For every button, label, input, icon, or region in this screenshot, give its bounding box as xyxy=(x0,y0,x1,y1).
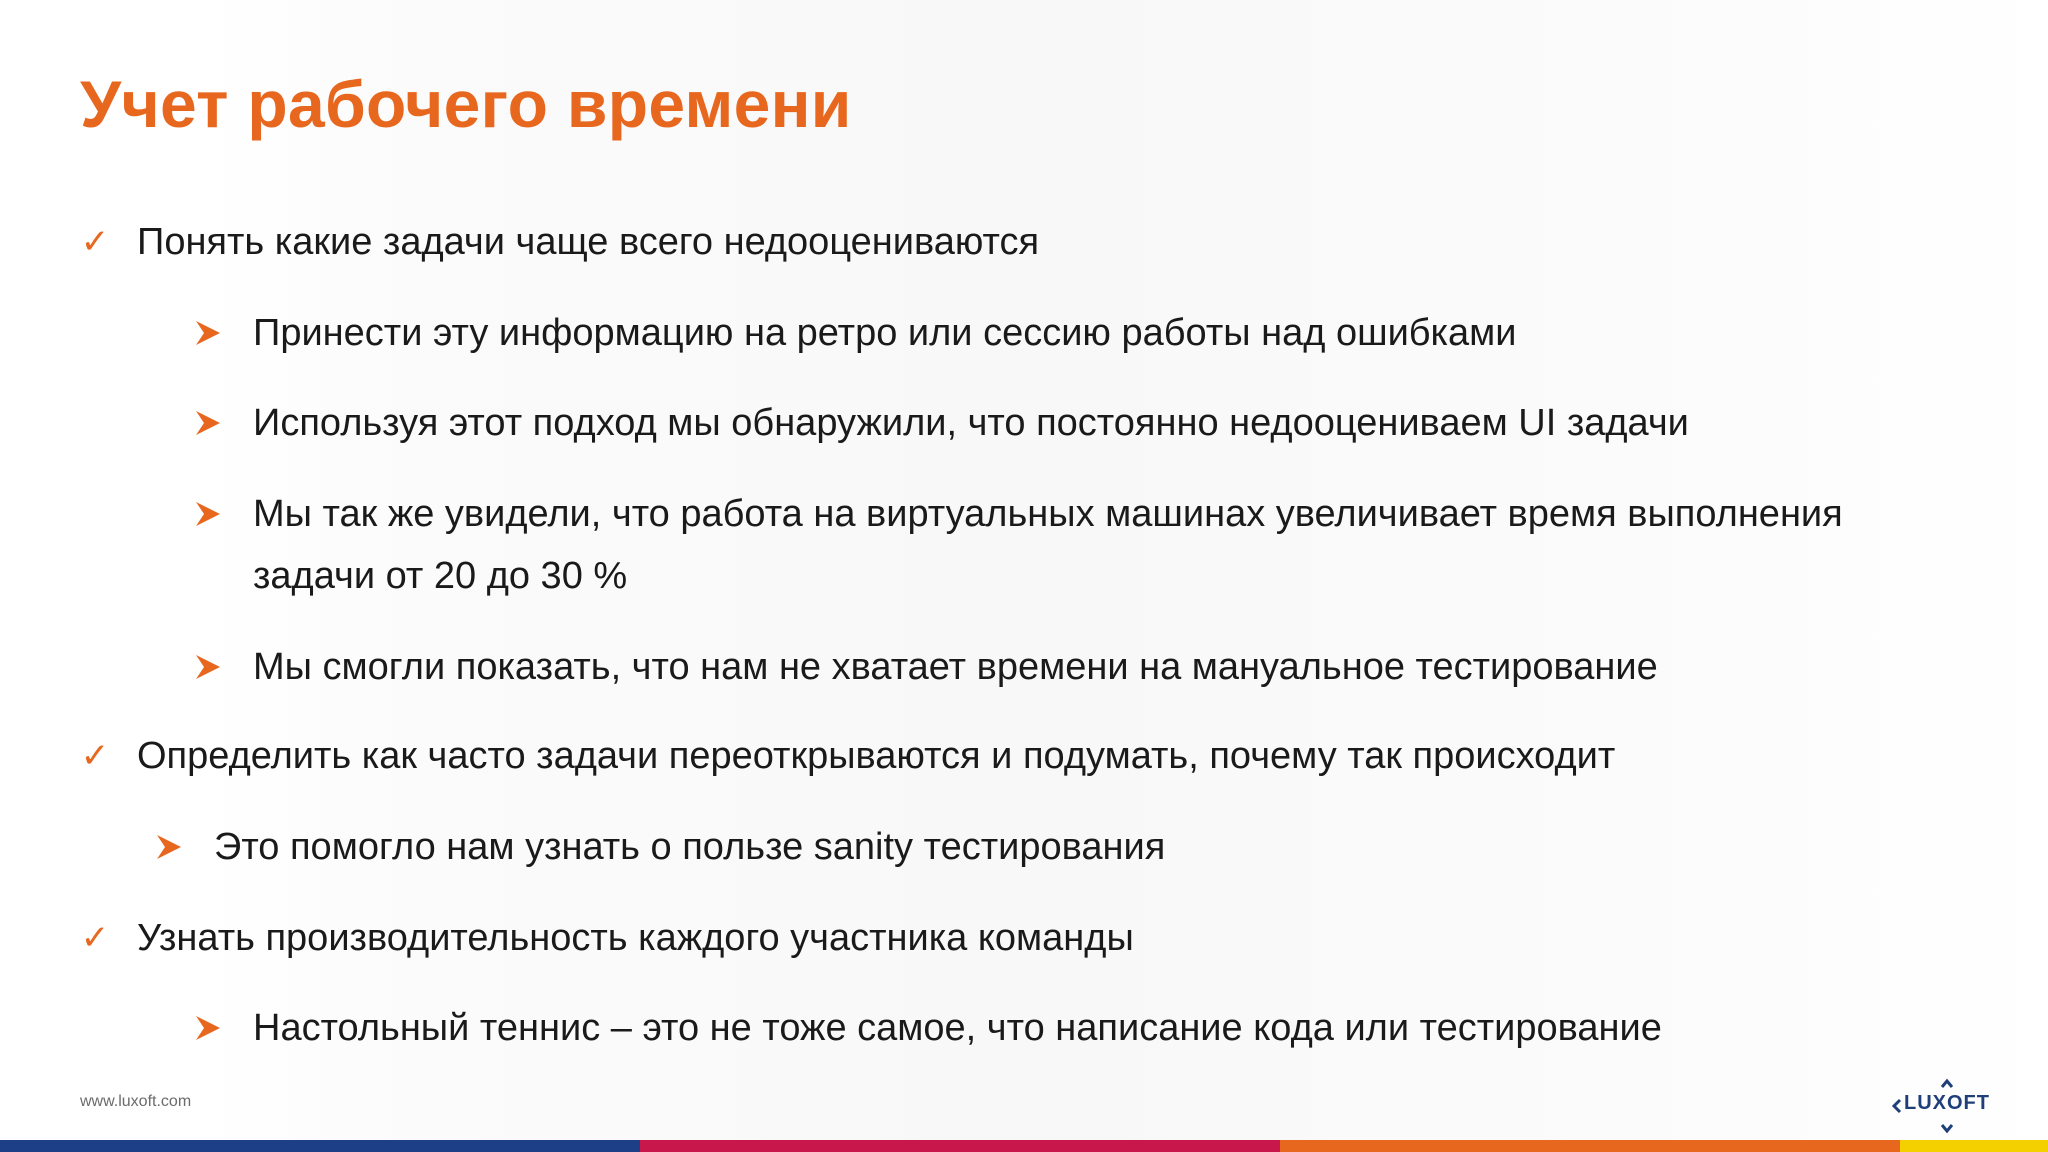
bar-segment-blue xyxy=(0,1140,640,1152)
arrow-bullet-icon xyxy=(156,816,190,878)
sub-bullet-item xyxy=(253,636,1658,698)
luxoft-logo xyxy=(1892,1076,2002,1136)
sub-bullet-item xyxy=(253,483,1843,545)
bullet-continuation xyxy=(253,545,627,607)
bullet-text: Определить как часто задачи переоткрываются и подумать, почему так происходит xyxy=(137,735,1616,777)
bullet-item xyxy=(80,907,1134,969)
arrow-bullet-icon xyxy=(195,636,229,698)
bullet-text: Это помогло нам узнать о пользе sanity тестирования xyxy=(214,826,1166,868)
checkmark-icon: ✓ xyxy=(80,919,110,957)
bullet-text: Понять какие задачи чаще всего недооцениваются xyxy=(137,221,1040,263)
bullet-text: Мы так же увидели, что работа на виртуальных машинах увеличивает время выполнения xyxy=(253,493,1843,535)
checkmark-icon: ✓ xyxy=(80,223,110,261)
bullet-text: задачи от 20 до 30 % xyxy=(253,555,628,597)
bullet-text: Мы смогли показать, что нам не хватает времени на мануальное тестирование xyxy=(253,646,1658,688)
sub-bullet-item xyxy=(253,392,1689,454)
arrow-bullet-icon xyxy=(195,392,229,454)
bar-segment-yellow xyxy=(1900,1140,2048,1152)
footer-url: www.luxoft.com xyxy=(80,1093,192,1110)
sub-bullet-item xyxy=(253,997,1662,1059)
slide-title: Учет рабочего времени xyxy=(80,67,852,141)
bullet-item xyxy=(80,725,1616,787)
sub-bullet-item xyxy=(253,302,1517,364)
bullet-text: Настольный теннис – это не тоже самое, что написание кода или тестирование xyxy=(253,1007,1662,1049)
bar-segment-orange xyxy=(1280,1140,1900,1152)
bullet-text: Принести эту информацию на ретро или сессию работы над ошибками xyxy=(253,312,1517,354)
footer-color-bar xyxy=(0,1140,2048,1152)
arrow-bullet-icon xyxy=(195,483,229,545)
bullet-item xyxy=(80,211,1040,273)
checkmark-icon: ✓ xyxy=(80,737,110,775)
bullet-text: Узнать производительность каждого участника команды xyxy=(137,917,1134,959)
logo-text: LUXOFT xyxy=(1904,1092,1990,1114)
arrow-bullet-icon xyxy=(195,302,229,364)
sub-bullet-item xyxy=(214,816,1165,878)
bar-segment-red xyxy=(640,1140,1280,1152)
bullet-text: Используя этот подход мы обнаружили, что постоянно недооцениваем UI задачи xyxy=(253,402,1689,444)
arrow-bullet-icon xyxy=(195,997,229,1059)
